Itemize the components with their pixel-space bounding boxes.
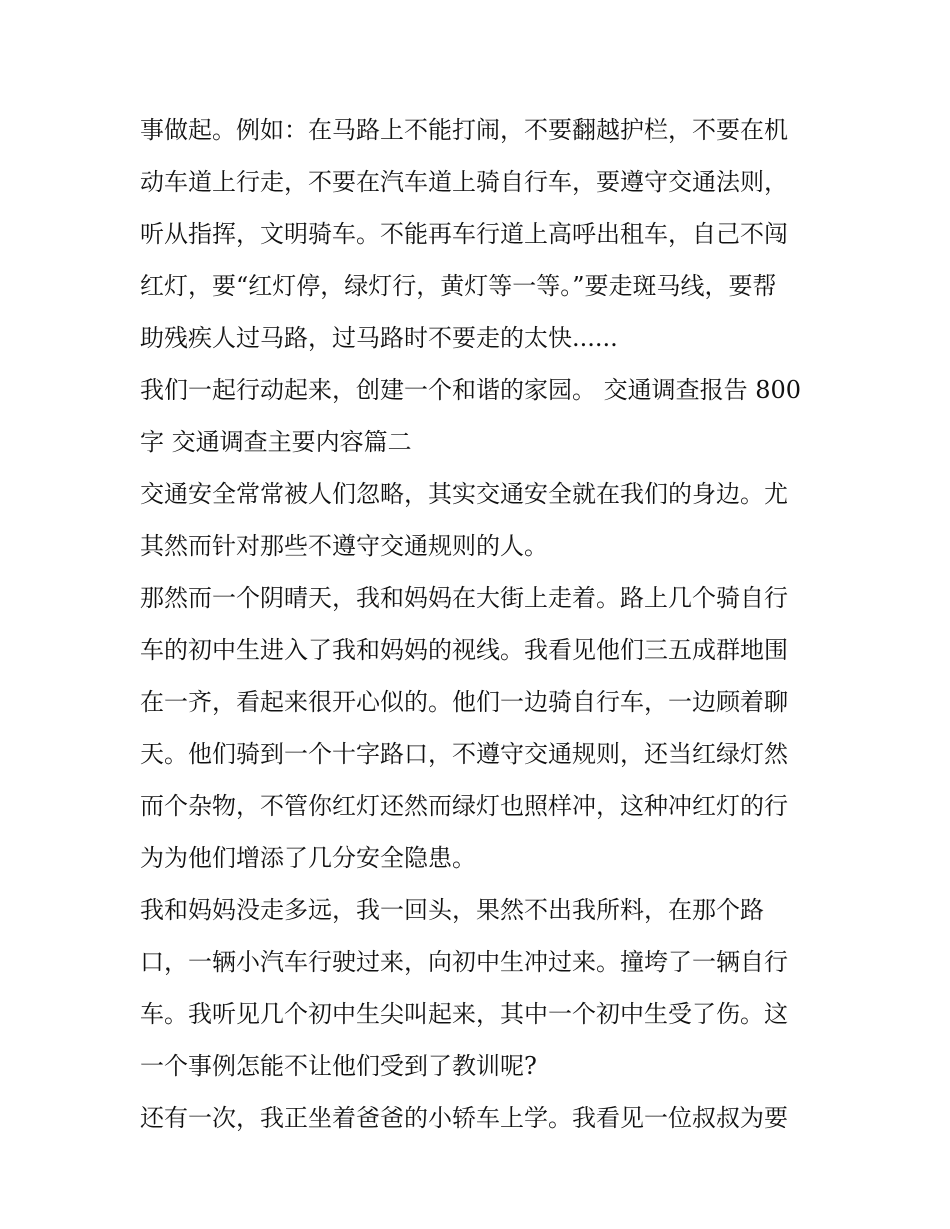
- text-line: 我和妈妈没走多远，我一回头，果然不出我所料，在那个路: [140, 896, 764, 924]
- text-line: 天。他们骑到一个十字路口，不遵守交通规则，还当红绿灯然: [140, 740, 788, 768]
- text-line: 还有一次，我正坐着爸爸的小轿车上学。我看见一位叔叔为要: [140, 1104, 788, 1132]
- text-line: 一个事例怎能不让他们受到了教训呢?: [140, 1052, 537, 1080]
- text-line: 那然而一个阴晴天，我和妈妈在大街上走着。路上几个骑自行: [140, 584, 788, 612]
- text-line: 车的初中生进入了我和妈妈的视线。我看见他们三五成群地围: [140, 636, 788, 664]
- document-body: [140, 104, 812, 1144]
- text-line: 车。我听见几个初中生尖叫起来，其中一个初中生受了伤。这: [140, 1000, 788, 1028]
- text-line: 听从指挥，文明骑车。不能再车行道上高呼出租车，自己不闯: [140, 220, 788, 248]
- text-line: 动车道上行走，不要在汽车道上骑自行车，要遵守交通法则，: [140, 168, 788, 196]
- text-line: 红灯，要“红灯停，绿灯行，黄灯等一等。”要走斑马线，要帮: [140, 272, 777, 300]
- text-line: 我们一起行动起来，创建一个和谐的家园。 交通调查报告 800: [140, 376, 802, 404]
- text-line: 口，一辆小汽车行驶过来，向初中生冲过来。撞垮了一辆自行: [140, 948, 788, 976]
- text-line: 字 交通调查主要内容篇二: [140, 428, 412, 456]
- text-line: 为为他们增添了几分安全隐患。: [140, 844, 476, 872]
- text-line: 其然而针对那些不遵守交通规则的人。: [140, 532, 548, 560]
- text-line: 交通安全常常被人们忽略，其实交通安全就在我们的身边。尤: [140, 480, 788, 508]
- text-line: 而个杂物，不管你红灯还然而绿灯也照样冲，这种冲红灯的行: [140, 792, 788, 820]
- text-line: 助残疾人过马路，过马路时不要走的太快......: [140, 324, 618, 352]
- text-line: 在一齐，看起来很开心似的。他们一边骑自行车，一边顾着聊: [140, 688, 788, 716]
- text-line: 事做起。例如：在马路上不能打闹，不要翻越护栏，不要在机: [140, 116, 788, 144]
